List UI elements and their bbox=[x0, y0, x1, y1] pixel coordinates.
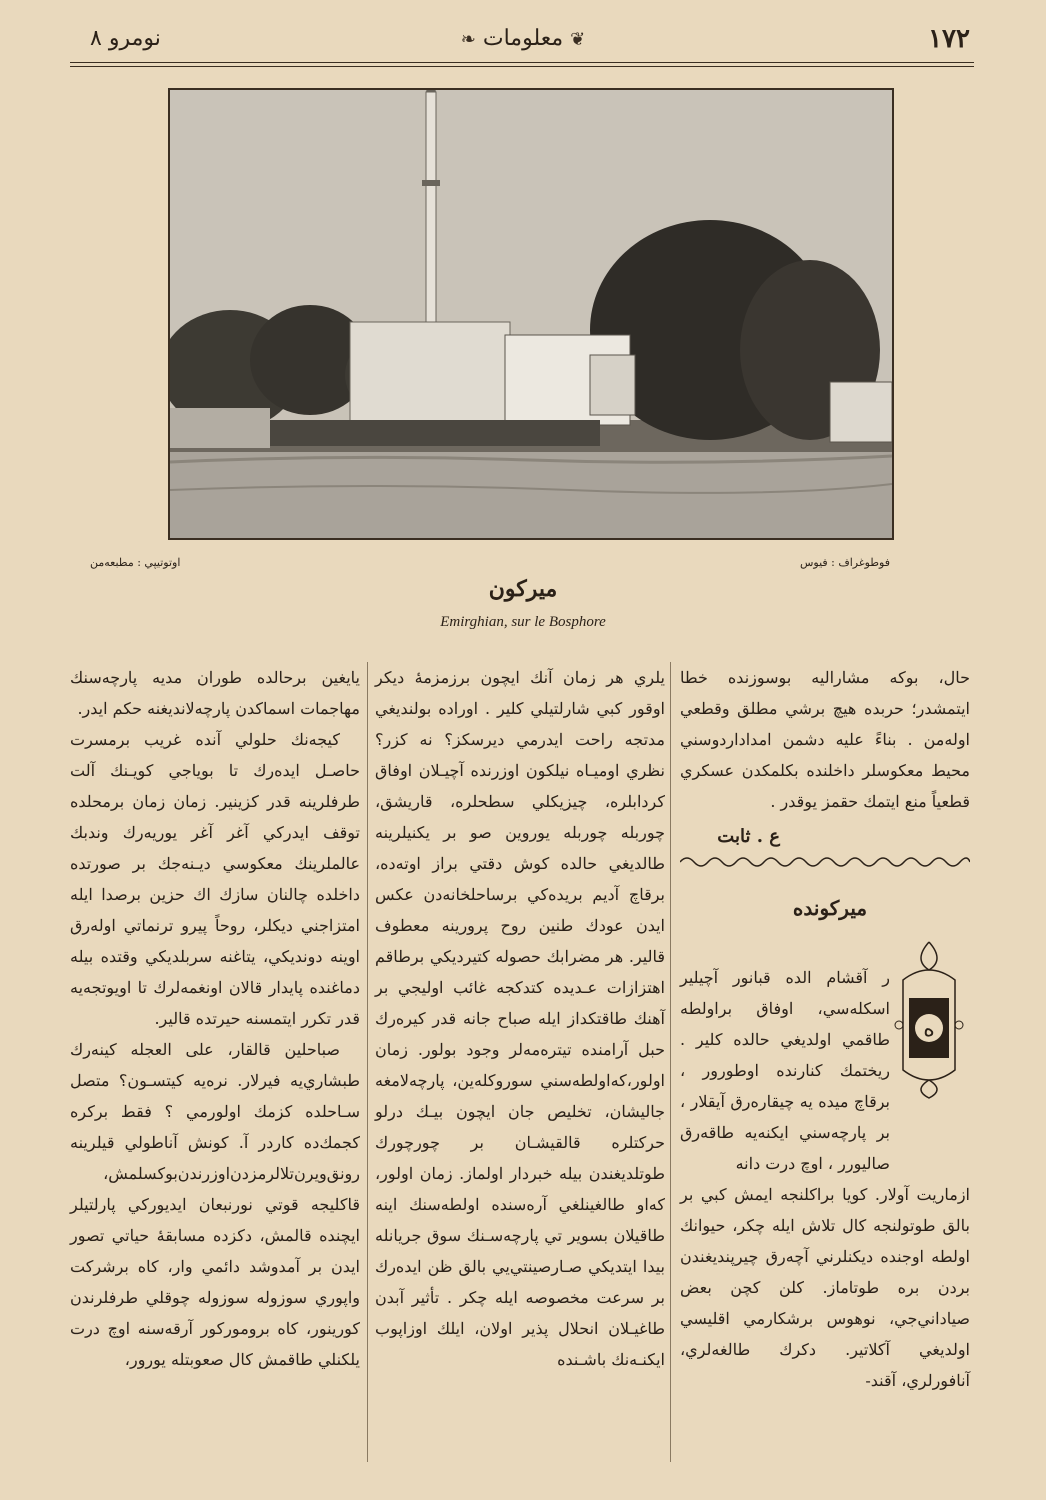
issue-label: نومرو ۸ bbox=[90, 26, 161, 51]
small-house bbox=[830, 382, 892, 442]
engraving-credit: اوتوتيپي : مطبعه‌من bbox=[90, 556, 181, 569]
mansion-wing bbox=[590, 355, 635, 415]
section-continued-paragraph bbox=[680, 1179, 970, 1396]
header-rule bbox=[70, 62, 974, 63]
mosque-building bbox=[350, 322, 510, 422]
mosque-photo-illustration bbox=[170, 90, 892, 538]
photo-subtitle: Emirghian, sur le Bosphore bbox=[440, 614, 606, 630]
section-intro-paragraph bbox=[680, 962, 890, 1179]
column-divider bbox=[670, 662, 671, 1462]
photo-title: ميركون bbox=[488, 576, 558, 602]
left-ornament-icon: ❦ bbox=[570, 29, 586, 50]
left-column-text-2: كيجه‌نك حلولي آنده غريب برمسرت حاصـل ايده‌رك تا بوياجي كويـنك آلت طرفلرينه قدر كزينير. زمان زمان برمحلده توقف ايدركي آغر آغر يوريه‌رك وندبك عالملرينك معكوسي ديـنه‌جك بر صورتده داخلده چالنان سازك اك حزين برصدا ايله امتزاجني ديكلر، روحاً پيرو ترنماتي اوله‌رق اوينه دونديكي، يتاغنه سربلديكي وقتده بيله دماغنده پايدار قالان اونغمه‌لرك تا اويوتجه‌يه قدر تكرر ايتمسنه حيرتده قالير. bbox=[70, 730, 360, 1028]
minaret-cap bbox=[426, 90, 436, 92]
decorated-initial-icon bbox=[893, 940, 965, 1100]
middle-column-text: يلري هر زمان آنك ايچون برزمزمهٔ ديكر اوقور كبي شارلتيلي كلير . اوراده بولنديغي مدتجه راحت ايدرمي ديرسكز؟ نه كزر؟ نظري اوميـاه نيلكون اوزرنده آچيـلان اوفاق كردابلره، چيزيكلي سطحلره، قاريشق، چوربله چوربله يوروين صو بر يكنيلرينه طالديغي حالده كوش دقتي براز اوته‌ده، برقاچ آدیم بريده‌كي برساحلخانه‌دن عكس ايدن عودك طنين روح پرورينه معطوف قالير. هر مضرابك حصوله كتيرديكي برطاقم اهتزازات عـديده كتدكجه غائب اوليجي بر آهنك طاقتكداز ايله صباح جانه قدر كيره‌رك حبل آرامنده تيتره‌مه‌لر وجود بولور. زمان اولور،كه‌اولطه‌سني سوروكله‌ين، پارچه‌لامغه جاليشان، تخليص جان ايچون بيـك درلو حركتلره قالقيشـان بر چورچورك طوتلديغندن بيله خبردار اولماز. زمان اولور، كه‌او طالغينلغي آره‌سنده اولطه‌سنك اينه طاقيلان بسوير تي پارچه‌سـنك سوق جريانله بيدا ايتديكي صـارصينتي‌يي بالق ظن ايده‌رك بر سرعت مخصوصه ايله چكر . تأثير آبدن طاغيـلان انحلال پذير اولان، ايلك اوزاپوب ايكنـه‌نك باشـنده bbox=[375, 668, 665, 1369]
header-rule-double bbox=[70, 66, 974, 67]
right-column-paragraph bbox=[680, 662, 970, 817]
column-divider bbox=[367, 662, 368, 1462]
journal-title bbox=[423, 22, 623, 57]
right-ornament-icon: ❧ bbox=[460, 29, 476, 50]
photograph-emirgan bbox=[168, 88, 894, 540]
left-column-text-3: صباحلين قالقار، على العجله كينه‌رك طبشاري‌يه فيرلار. نره‌يه كيتسـون؟ متصل سـاحلده كزمك اولورمي ؟ فقط بركره كجمك‌ده كاردر آ. كونش آناطولي قيلرينه رونق‌ويرن‌تلالرمزدن‌اوزرندن‌بوكسلمش، قاكليجه قوتي نورنبعان ايديوركي پارلتيلر ايچنده قالمش، دكزده مسابقهٔ حياتي تصور ايدن بر آمدوشد دائمي وار، كاه برشركت واپوري سوزوله سوزوله چوقلي طرفلرندن كورينور، كاه بروموركور آرقه‌سنه اوچ درت يلكنلي طاقمش كال صعوبتله يورور، bbox=[70, 1040, 360, 1369]
left-column bbox=[70, 662, 360, 1375]
wavy-divider bbox=[680, 852, 970, 872]
water bbox=[170, 450, 892, 538]
left-column-text-1: يايغين برحالده طوران مديه پارچه‌سنك مهاجمات اسماكدن پارچه‌لانديغنه حكم ايدر. bbox=[70, 668, 360, 718]
page-number: ۱۷۲ bbox=[928, 24, 970, 54]
minaret-balcony bbox=[422, 180, 440, 186]
section-continued-text: ازماريت آولار. كويا براكلنجه ايمش كبي بر بالق طوتولنجه كال تلاش ايله چكر، حيوانك اولطه اوجنده ديكنلرني آچه‌رق چيرپنديغندن بردن بره طوتاماز. كلن كچن بعض صياداني‌جي، نوهوس برشكارمي اقليسي اولديغي آكلاتير. دكرك طالغه‌لري، آنافورلري، آقند- bbox=[680, 1185, 970, 1390]
photo-credit: فوطوغراف : فيوس bbox=[799, 556, 890, 569]
section-intro-text: ر آقشام الده قبانور آچيلير اسكله‌سي، اوفاق براولطه طاقمي اولديغي حالده كلير . ريختمك كنارنده اوطورور ، برقاچ ميده يه چيقاره‌رق آيقلار ، بر پارچه‌سني ايكنه‌يه طاقه‌رق صاليورر ، اوچ درت دانه bbox=[680, 968, 890, 1173]
shore-wall bbox=[170, 408, 270, 448]
section-heading: ميركونده bbox=[792, 896, 868, 920]
author-signature: ع . ثابت bbox=[717, 826, 780, 847]
journal-title-text: معلومات bbox=[482, 26, 564, 51]
waterfront-canopy bbox=[270, 420, 600, 446]
minaret bbox=[426, 92, 436, 322]
right-column-text: حال، بوكه مشاراليه بوسوزنده خطا ايتمشدر؛ حربده هيچ برشي مطلق وقطعي اوله‌من . بناءً عليه دشمن امداداردوسني محيط معكوسلر داخلنده بكلمكدن عسكري قطعياً منع ايتمك حقمز يوقدر . bbox=[680, 668, 970, 811]
svg-text:ه: ه bbox=[923, 1017, 935, 1042]
middle-column bbox=[375, 662, 665, 1375]
